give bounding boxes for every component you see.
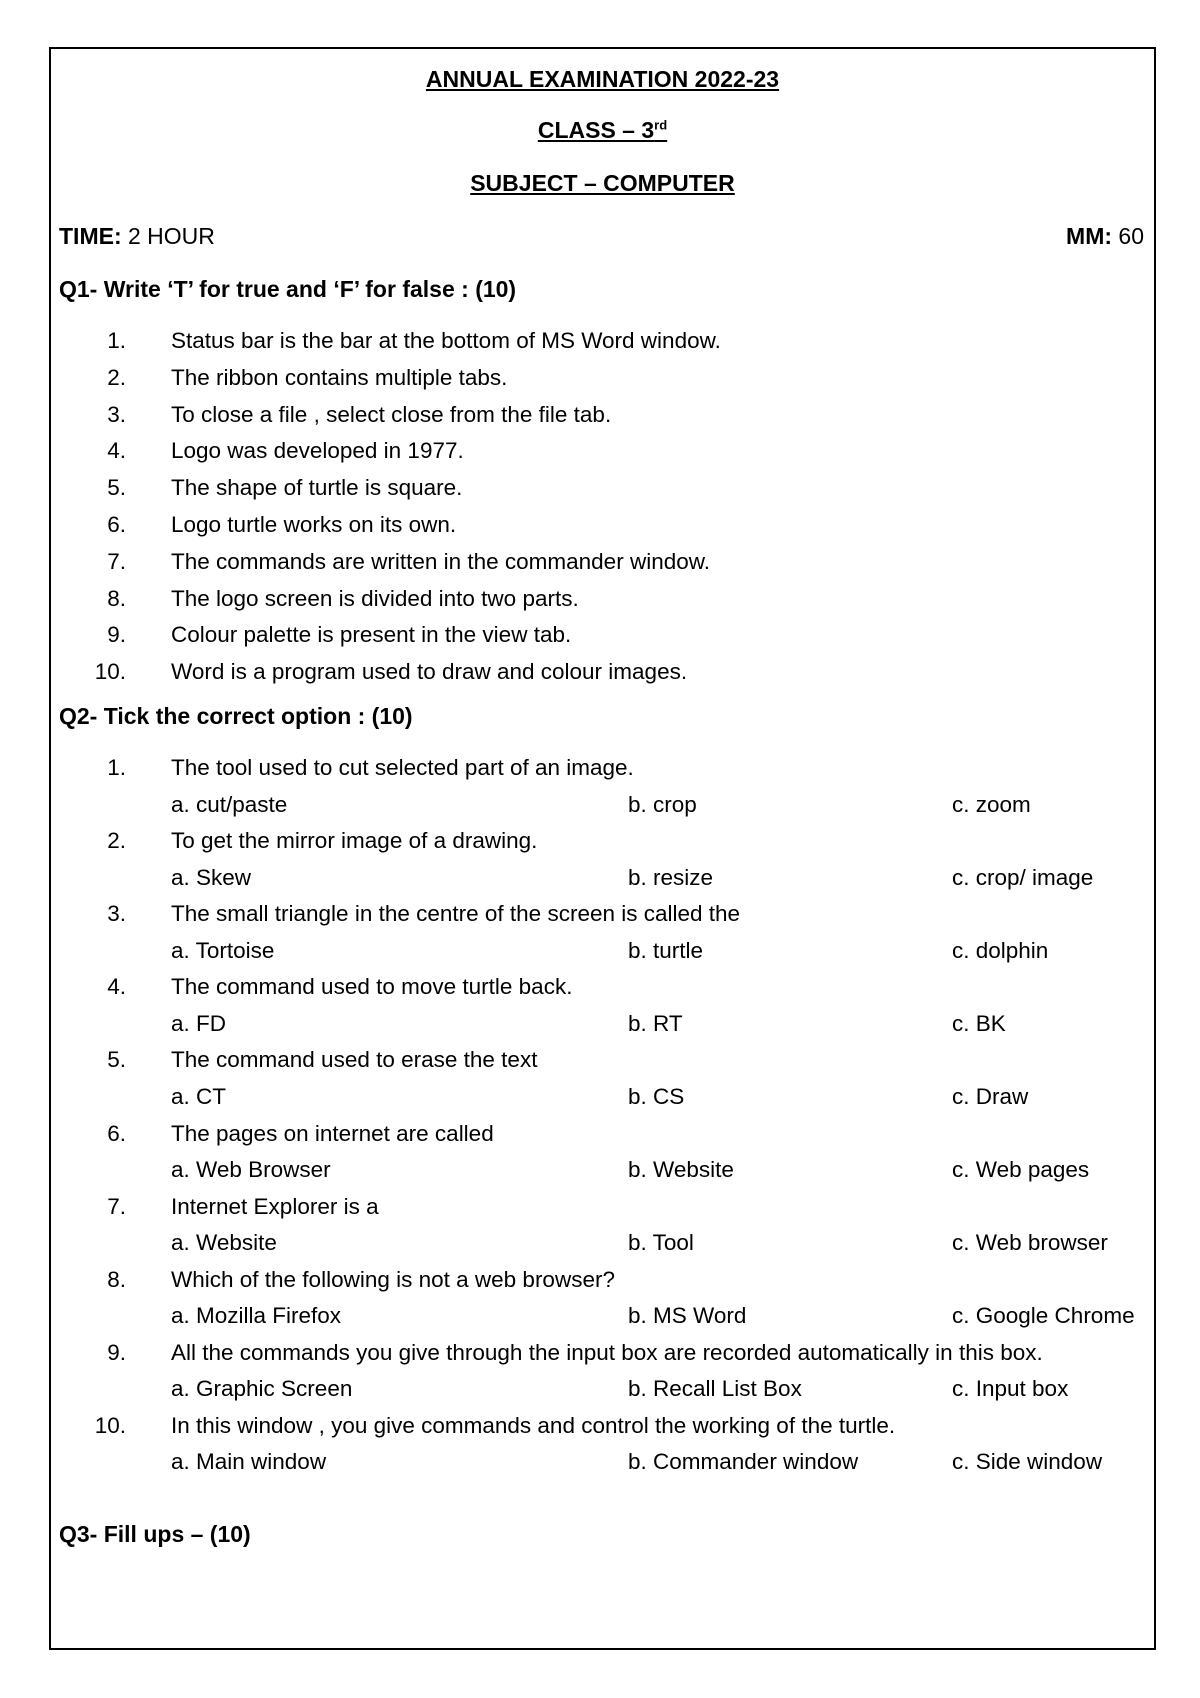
option-a: a. Web Browser: [171, 1157, 331, 1182]
option-a: a. Mozilla Firefox: [171, 1303, 342, 1329]
option-b: b. Recall List Box: [628, 1376, 802, 1402]
option-a: a. FD: [171, 1010, 227, 1036]
time-value: 2 HOUR: [121, 223, 215, 249]
option-a: a. Website: [171, 1230, 277, 1256]
item-number: 10.: [94, 1412, 126, 1438]
time-label: TIME:: [59, 223, 122, 249]
item-number: 5.: [107, 475, 126, 501]
q2-heading: Q2- Tick the correct option : (10): [59, 703, 413, 729]
class-text: CLASS – 3: [537, 117, 655, 143]
item-text: Status bar is the bar at the bottom of MS Word window.: [171, 328, 721, 353]
item-number: 4.: [107, 438, 126, 464]
item-text: The command used to move turtle back.: [171, 974, 573, 1000]
option-b: b. MS Word: [628, 1303, 747, 1329]
item-text: The ribbon contains multiple tabs.: [171, 364, 508, 390]
option-a: a. CT: [171, 1083, 227, 1109]
class-heading: [51, 117, 1154, 144]
option-a: a. Graphic Screen: [171, 1376, 353, 1402]
option-a: a. Skew: [171, 864, 252, 890]
mm-label: MM:: [1066, 223, 1113, 249]
item-text: The commands are written in the commander window.: [171, 548, 710, 574]
mm-value: 60: [1112, 223, 1144, 249]
q3-heading: Q3- Fill ups – (10): [59, 1521, 251, 1547]
item-text: Internet Explorer is a: [171, 1193, 379, 1219]
item-text: In this window , you give commands and control the working of the turtle.: [171, 1412, 896, 1438]
option-c: c. Web browser: [952, 1230, 1108, 1256]
item-number: 5.: [107, 1047, 126, 1073]
item-text: Word is a program used to draw and colour images.: [171, 659, 688, 685]
item-number: 10.: [94, 659, 126, 685]
item-number: 8.: [107, 585, 126, 611]
item-number: 2.: [107, 828, 126, 854]
item-number: 9.: [107, 622, 126, 648]
option-a: a. Tortoise: [171, 937, 275, 963]
option-b: b. Tool: [628, 1230, 694, 1256]
item-number: 7.: [107, 548, 126, 574]
item-text: The small triangle in the centre of the screen is called the: [171, 901, 741, 927]
option-c: c. Input box: [952, 1376, 1069, 1402]
item-number: 6.: [107, 1120, 126, 1146]
option-b: b. RT: [628, 1010, 683, 1036]
item-number: 2.: [107, 364, 126, 390]
item-text: Colour palette is present in the view tab.: [171, 622, 572, 648]
option-c: c. Draw: [952, 1083, 1029, 1109]
option-b: b. Website: [628, 1157, 734, 1182]
option-c: c. Side window: [952, 1449, 1103, 1475]
item-text: To get the mirror image of a drawing.: [171, 828, 538, 854]
item-text: All the commands you give through the input box are recorded automatically in this box.: [171, 1339, 1043, 1365]
item-text: Logo turtle works on its own.: [171, 512, 457, 537]
option-c: c. crop/ image: [952, 864, 1094, 890]
option-a: a. cut/paste: [171, 791, 288, 817]
option-b: b. crop: [628, 791, 697, 817]
item-number: 8.: [107, 1266, 126, 1292]
option-c: c. dolphin: [952, 937, 1049, 963]
subject-heading: SUBJECT – COMPUTER: [470, 170, 735, 196]
item-text: The pages on internet are called: [171, 1120, 494, 1146]
item-text: The command used to erase the text: [171, 1047, 538, 1073]
item-text: The tool used to cut selected part of an image.: [171, 755, 634, 780]
exam-paper: [49, 47, 1156, 1650]
option-c: c. Google Chrome: [952, 1303, 1135, 1329]
item-text: Logo was developed in 1977.: [171, 438, 464, 464]
option-b: b. CS: [628, 1083, 685, 1109]
max-marks: [1066, 223, 1144, 250]
time-info: [59, 223, 215, 250]
option-b: b. turtle: [628, 937, 704, 963]
item-number: 3.: [107, 901, 126, 927]
item-number: 1.: [107, 755, 126, 780]
option-b: b. Commander window: [628, 1449, 859, 1475]
item-number: 3.: [107, 401, 126, 427]
class-suffix: rd: [654, 117, 668, 133]
item-text: Which of the following is not a web browser?: [171, 1266, 615, 1292]
item-number: 6.: [107, 512, 126, 537]
item-number: 7.: [107, 1193, 126, 1219]
option-b: b. resize: [628, 864, 714, 890]
item-text: To close a file , select close from the file tab.: [171, 401, 612, 427]
item-number: 1.: [107, 328, 126, 353]
option-a: a. Main window: [171, 1449, 327, 1475]
exam-title: ANNUAL EXAMINATION 2022-23: [425, 66, 780, 92]
option-c: c. zoom: [952, 791, 1031, 817]
item-number: 9.: [107, 1339, 126, 1365]
item-number: 4.: [107, 974, 126, 1000]
option-c: c. BK: [952, 1010, 1006, 1036]
item-text: The logo screen is divided into two parts.: [171, 585, 579, 611]
q1-heading: Q1- Write ‘T’ for true and ‘F’ for false : (10): [59, 276, 517, 302]
item-text: The shape of turtle is square.: [171, 475, 463, 501]
option-c: c. Web pages: [952, 1157, 1090, 1182]
